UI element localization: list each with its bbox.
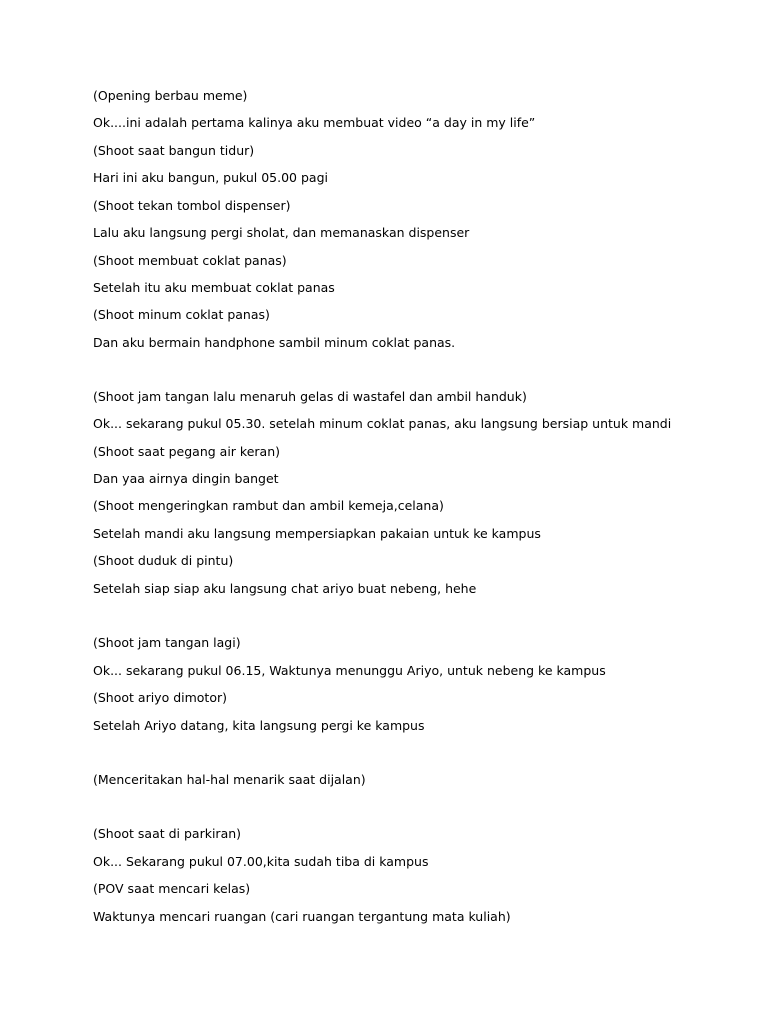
- text-line: Dan yaa airnya dingin banget: [93, 471, 279, 486]
- text-line: (Opening berbau meme): [93, 88, 248, 103]
- text-line: (Shoot duduk di pintu): [93, 553, 234, 568]
- text-line: Hari ini aku bangun, pukul 05.00 pagi: [93, 170, 328, 185]
- text-line: (Shoot saat bangun tidur): [93, 143, 255, 158]
- text-line: (Shoot saat pegang air keran): [93, 444, 280, 459]
- text-line: (Menceritakan hal-hal menarik saat dijalan): [93, 772, 366, 787]
- text-line: (Shoot tekan tombol dispenser): [93, 198, 291, 213]
- text-line: (Shoot membuat coklat panas): [93, 253, 287, 268]
- text-line: Waktunya mencari ruangan (cari ruangan tergantung mata kuliah): [93, 909, 511, 924]
- text-line: (Shoot jam tangan lalu menaruh gelas di wastafel dan ambil handuk): [93, 389, 527, 404]
- text-line: Setelah Ariyo datang, kita langsung pergi ke kampus: [93, 718, 425, 733]
- text-line: Setelah siap siap aku langsung chat ariyo buat nebeng, hehe: [93, 581, 477, 596]
- text-line: (POV saat mencari kelas): [93, 881, 251, 896]
- text-line: Ok... Sekarang pukul 07.00,kita sudah tiba di kampus: [93, 854, 429, 869]
- text-line: Lalu aku langsung pergi sholat, dan memanaskan dispenser: [93, 225, 470, 240]
- text-line: (Shoot ariyo dimotor): [93, 690, 227, 705]
- text-line: (Shoot mengeringkan rambut dan ambil kemeja,celana): [93, 498, 444, 513]
- text-line: Dan aku bermain handphone sambil minum coklat panas.: [93, 335, 456, 350]
- text-line: Ok... sekarang pukul 06.15, Waktunya menunggu Ariyo, untuk nebeng ke kampus: [93, 663, 606, 678]
- text-line: (Shoot saat di parkiran): [93, 826, 242, 841]
- text-line: (Shoot minum coklat panas): [93, 307, 270, 322]
- text-line: Ok... sekarang pukul 05.30. setelah minum coklat panas, aku langsung bersiap untuk mandi: [93, 416, 672, 431]
- text-line: (Shoot jam tangan lagi): [93, 635, 241, 650]
- text-line: Setelah mandi aku langsung mempersiapkan pakaian untuk ke kampus: [93, 526, 541, 541]
- text-line: Setelah itu aku membuat coklat panas: [93, 280, 335, 295]
- text-line: Ok....ini adalah pertama kalinya aku membuat video “a day in my life”: [93, 115, 536, 130]
